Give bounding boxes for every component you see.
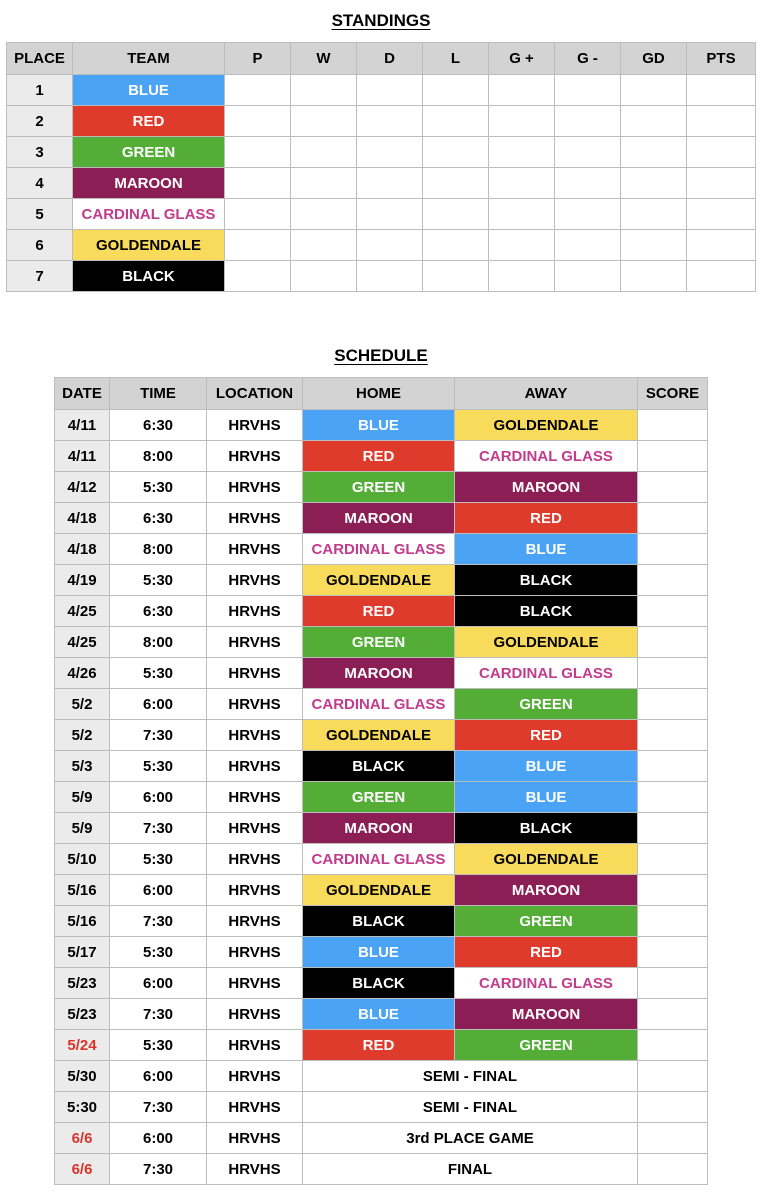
standings-l-cell bbox=[423, 137, 489, 168]
schedule-row bbox=[55, 1123, 708, 1154]
schedule-away-team: MAROON bbox=[455, 875, 638, 906]
schedule-time: 6:00 bbox=[110, 1061, 207, 1092]
standings-header-place: PLACE bbox=[7, 43, 73, 75]
schedule-home-team: MAROON bbox=[303, 503, 455, 534]
schedule-home-team: GOLDENDALE bbox=[303, 565, 455, 596]
schedule-home-team: GOLDENDALE bbox=[303, 875, 455, 906]
schedule-home-team: MAROON bbox=[303, 813, 455, 844]
schedule-location: HRVHS bbox=[207, 1123, 303, 1154]
schedule-home-team: GREEN bbox=[303, 627, 455, 658]
schedule-away-team: CARDINAL GLASS bbox=[455, 441, 638, 472]
standings-team: RED bbox=[73, 106, 225, 137]
schedule-score-cell bbox=[638, 844, 708, 875]
schedule-away-team: RED bbox=[455, 937, 638, 968]
schedule-location: HRVHS bbox=[207, 968, 303, 999]
schedule-match: SEMI - FINAL bbox=[303, 1092, 638, 1123]
schedule-score-cell bbox=[638, 813, 708, 844]
standings-points-cell bbox=[687, 106, 756, 137]
schedule-score-cell bbox=[638, 968, 708, 999]
schedule-location: HRVHS bbox=[207, 410, 303, 441]
standings-l-cell bbox=[423, 168, 489, 199]
schedule-header-score: SCORE bbox=[638, 378, 708, 410]
schedule-score-cell bbox=[638, 1061, 708, 1092]
standings-d-cell bbox=[357, 168, 423, 199]
schedule-score-cell bbox=[638, 751, 708, 782]
schedule-time: 6:00 bbox=[110, 782, 207, 813]
schedule-home-team: BLUE bbox=[303, 937, 455, 968]
standings-d-cell bbox=[357, 106, 423, 137]
schedule-date: 4/12 bbox=[55, 472, 110, 503]
standings-goals-for-cell bbox=[489, 199, 555, 230]
schedule-row bbox=[55, 565, 708, 596]
schedule-score-cell bbox=[638, 534, 708, 565]
schedule-score-cell bbox=[638, 1092, 708, 1123]
schedule-row bbox=[55, 906, 708, 937]
schedule-date: 6/6 bbox=[55, 1123, 110, 1154]
schedule-home-team: BLACK bbox=[303, 968, 455, 999]
standings-p-cell bbox=[225, 199, 291, 230]
schedule-time: 5:30 bbox=[110, 565, 207, 596]
standings-d-cell bbox=[357, 75, 423, 106]
standings-w-cell bbox=[291, 75, 357, 106]
schedule-location: HRVHS bbox=[207, 937, 303, 968]
schedule-away-team: RED bbox=[455, 503, 638, 534]
schedule-header-date: DATE bbox=[55, 378, 110, 410]
schedule-location: HRVHS bbox=[207, 1030, 303, 1061]
schedule-date: 4/25 bbox=[55, 627, 110, 658]
standings-row bbox=[7, 261, 756, 292]
schedule-row bbox=[55, 596, 708, 627]
schedule-date: 4/11 bbox=[55, 410, 110, 441]
schedule-location: HRVHS bbox=[207, 720, 303, 751]
schedule-time: 7:30 bbox=[110, 720, 207, 751]
standings-goals-for-cell bbox=[489, 230, 555, 261]
standings-points-cell bbox=[687, 168, 756, 199]
standings-goals-against-cell bbox=[555, 75, 621, 106]
standings-goals-against-cell bbox=[555, 199, 621, 230]
schedule-header-home: HOME bbox=[303, 378, 455, 410]
standings-p-cell bbox=[225, 261, 291, 292]
schedule-home-team: RED bbox=[303, 1030, 455, 1061]
standings-team: BLACK bbox=[73, 261, 225, 292]
schedule-location: HRVHS bbox=[207, 813, 303, 844]
standings-header-d: D bbox=[357, 43, 423, 75]
standings-points-cell bbox=[687, 75, 756, 106]
schedule-row bbox=[55, 875, 708, 906]
schedule-date: 5/2 bbox=[55, 720, 110, 751]
standings-w-cell bbox=[291, 168, 357, 199]
standings-l-cell bbox=[423, 106, 489, 137]
schedule-location: HRVHS bbox=[207, 658, 303, 689]
standings-w-cell bbox=[291, 199, 357, 230]
schedule-time: 5:30 bbox=[110, 751, 207, 782]
standings-goals-against-cell bbox=[555, 106, 621, 137]
standings-goals-against-cell bbox=[555, 168, 621, 199]
standings-header-p: P bbox=[225, 43, 291, 75]
schedule-home-team: CARDINAL GLASS bbox=[303, 844, 455, 875]
schedule-time: 7:30 bbox=[110, 906, 207, 937]
schedule-date: 5/2 bbox=[55, 689, 110, 720]
schedule-away-team: BLACK bbox=[455, 596, 638, 627]
schedule-away-team: CARDINAL GLASS bbox=[455, 968, 638, 999]
schedule-location: HRVHS bbox=[207, 1061, 303, 1092]
schedule-date: 4/26 bbox=[55, 658, 110, 689]
standings-title: STANDINGS bbox=[331, 11, 431, 30]
schedule-date: 5/23 bbox=[55, 968, 110, 999]
schedule-location: HRVHS bbox=[207, 565, 303, 596]
standings-header-pts: PTS bbox=[687, 43, 756, 75]
schedule-row bbox=[55, 937, 708, 968]
standings-team: GREEN bbox=[73, 137, 225, 168]
standings-header-w: W bbox=[291, 43, 357, 75]
schedule-row bbox=[55, 472, 708, 503]
schedule-score-cell bbox=[638, 658, 708, 689]
schedule-score-cell bbox=[638, 689, 708, 720]
standings-p-cell bbox=[225, 230, 291, 261]
schedule-row bbox=[55, 534, 708, 565]
schedule-home-team: RED bbox=[303, 596, 455, 627]
schedule-location: HRVHS bbox=[207, 472, 303, 503]
schedule-score-cell bbox=[638, 906, 708, 937]
standings-l-cell bbox=[423, 230, 489, 261]
standings-p-cell bbox=[225, 168, 291, 199]
standings-place: 5 bbox=[7, 199, 73, 230]
standings-team: CARDINAL GLASS bbox=[73, 199, 225, 230]
schedule-location: HRVHS bbox=[207, 441, 303, 472]
schedule-time: 8:00 bbox=[110, 441, 207, 472]
schedule-away-team: GOLDENDALE bbox=[455, 627, 638, 658]
schedule-location: HRVHS bbox=[207, 503, 303, 534]
schedule-date: 5/17 bbox=[55, 937, 110, 968]
schedule-score-cell bbox=[638, 1154, 708, 1185]
schedule-home-team: MAROON bbox=[303, 658, 455, 689]
schedule-score-cell bbox=[638, 782, 708, 813]
schedule-time: 8:00 bbox=[110, 534, 207, 565]
schedule-score-cell bbox=[638, 999, 708, 1030]
standings-points-cell bbox=[687, 261, 756, 292]
standings-row bbox=[7, 137, 756, 168]
schedule-date: 5/23 bbox=[55, 999, 110, 1030]
standings-header-g: G - bbox=[555, 43, 621, 75]
schedule-home-team: GREEN bbox=[303, 472, 455, 503]
schedule-score-cell bbox=[638, 720, 708, 751]
schedule-date: 5/24 bbox=[55, 1030, 110, 1061]
schedule-away-team: BLUE bbox=[455, 782, 638, 813]
schedule-row bbox=[55, 1154, 708, 1185]
schedule-row bbox=[55, 968, 708, 999]
schedule-time: 7:30 bbox=[110, 1092, 207, 1123]
schedule-time: 5:30 bbox=[110, 658, 207, 689]
schedule-location: HRVHS bbox=[207, 782, 303, 813]
schedule-match: FINAL bbox=[303, 1154, 638, 1185]
schedule-table bbox=[54, 377, 708, 1185]
schedule-row bbox=[55, 1092, 708, 1123]
schedule-row bbox=[55, 1030, 708, 1061]
schedule-time: 6:00 bbox=[110, 689, 207, 720]
schedule-date: 5/16 bbox=[55, 875, 110, 906]
schedule-time: 6:30 bbox=[110, 410, 207, 441]
schedule-header-away: AWAY bbox=[455, 378, 638, 410]
schedule-row bbox=[55, 813, 708, 844]
schedule-match: SEMI - FINAL bbox=[303, 1061, 638, 1092]
standings-row bbox=[7, 168, 756, 199]
schedule-home-team: BLACK bbox=[303, 751, 455, 782]
schedule-home-team: RED bbox=[303, 441, 455, 472]
standings-row bbox=[7, 199, 756, 230]
standings-team: MAROON bbox=[73, 168, 225, 199]
schedule-score-cell bbox=[638, 472, 708, 503]
standings-goals-for-cell bbox=[489, 168, 555, 199]
standings-header-g: G + bbox=[489, 43, 555, 75]
schedule-time: 6:00 bbox=[110, 968, 207, 999]
standings-row bbox=[7, 106, 756, 137]
standings-d-cell bbox=[357, 230, 423, 261]
schedule-score-cell bbox=[638, 1123, 708, 1154]
schedule-score-cell bbox=[638, 441, 708, 472]
standings-d-cell bbox=[357, 199, 423, 230]
schedule-date: 5/30 bbox=[55, 1061, 110, 1092]
schedule-date: 5/3 bbox=[55, 751, 110, 782]
standings-row bbox=[7, 230, 756, 261]
schedule-date: 5/16 bbox=[55, 906, 110, 937]
schedule-row bbox=[55, 689, 708, 720]
schedule-row bbox=[55, 999, 708, 1030]
schedule-time: 5:30 bbox=[110, 1030, 207, 1061]
schedule-row bbox=[55, 844, 708, 875]
standings-l-cell bbox=[423, 75, 489, 106]
schedule-time: 5:30 bbox=[110, 844, 207, 875]
standings-w-cell bbox=[291, 261, 357, 292]
schedule-home-team: BLUE bbox=[303, 410, 455, 441]
schedule-score-cell bbox=[638, 565, 708, 596]
schedule-time: 8:00 bbox=[110, 627, 207, 658]
standings-w-cell bbox=[291, 137, 357, 168]
standings-l-cell bbox=[423, 199, 489, 230]
schedule-date: 4/11 bbox=[55, 441, 110, 472]
standings-l-cell bbox=[423, 261, 489, 292]
schedule-date: 5/9 bbox=[55, 782, 110, 813]
schedule-home-team: BLACK bbox=[303, 906, 455, 937]
standings-place: 7 bbox=[7, 261, 73, 292]
standings-d-cell bbox=[357, 261, 423, 292]
standings-team: GOLDENDALE bbox=[73, 230, 225, 261]
schedule-away-team: BLUE bbox=[455, 534, 638, 565]
standings-goal-difference-cell bbox=[621, 106, 687, 137]
schedule-date: 5/10 bbox=[55, 844, 110, 875]
standings-team: BLUE bbox=[73, 75, 225, 106]
schedule-location: HRVHS bbox=[207, 906, 303, 937]
schedule-row bbox=[55, 627, 708, 658]
standings-goals-against-cell bbox=[555, 230, 621, 261]
schedule-location: HRVHS bbox=[207, 875, 303, 906]
schedule-score-cell bbox=[638, 1030, 708, 1061]
schedule-location: HRVHS bbox=[207, 627, 303, 658]
schedule-away-team: BLACK bbox=[455, 813, 638, 844]
schedule-time: 6:30 bbox=[110, 596, 207, 627]
schedule-away-team: MAROON bbox=[455, 999, 638, 1030]
standings-place: 1 bbox=[7, 75, 73, 106]
standings-w-cell bbox=[291, 106, 357, 137]
standings-header-l: L bbox=[423, 43, 489, 75]
standings-points-cell bbox=[687, 199, 756, 230]
standings-header-row bbox=[7, 43, 756, 75]
schedule-score-cell bbox=[638, 410, 708, 441]
schedule-away-team: CARDINAL GLASS bbox=[455, 658, 638, 689]
schedule-away-team: RED bbox=[455, 720, 638, 751]
standings-header-team: TEAM bbox=[73, 43, 225, 75]
schedule-away-team: GREEN bbox=[455, 906, 638, 937]
schedule-time: 6:00 bbox=[110, 1123, 207, 1154]
schedule-row bbox=[55, 751, 708, 782]
schedule-location: HRVHS bbox=[207, 1154, 303, 1185]
schedule-date: 5/9 bbox=[55, 813, 110, 844]
schedule-date: 6/6 bbox=[55, 1154, 110, 1185]
schedule-date: 5:30 bbox=[55, 1092, 110, 1123]
standings-p-cell bbox=[225, 75, 291, 106]
standings-goals-against-cell bbox=[555, 261, 621, 292]
schedule-match: 3rd PLACE GAME bbox=[303, 1123, 638, 1154]
schedule-header-time: TIME bbox=[110, 378, 207, 410]
schedule-time: 7:30 bbox=[110, 999, 207, 1030]
schedule-away-team: BLACK bbox=[455, 565, 638, 596]
schedule-time: 5:30 bbox=[110, 937, 207, 968]
standings-goals-for-cell bbox=[489, 261, 555, 292]
standings-goal-difference-cell bbox=[621, 230, 687, 261]
standings-w-cell bbox=[291, 230, 357, 261]
schedule-row bbox=[55, 1061, 708, 1092]
standings-goals-for-cell bbox=[489, 106, 555, 137]
schedule-row bbox=[55, 441, 708, 472]
schedule-location: HRVHS bbox=[207, 844, 303, 875]
standings-points-cell bbox=[687, 137, 756, 168]
standings-goal-difference-cell bbox=[621, 75, 687, 106]
schedule-score-cell bbox=[638, 627, 708, 658]
schedule-away-team: GOLDENDALE bbox=[455, 844, 638, 875]
schedule-away-team: GREEN bbox=[455, 1030, 638, 1061]
schedule-home-team: CARDINAL GLASS bbox=[303, 534, 455, 565]
schedule-title: SCHEDULE bbox=[334, 346, 428, 365]
standings-goals-for-cell bbox=[489, 137, 555, 168]
schedule-location: HRVHS bbox=[207, 1092, 303, 1123]
standings-place: 4 bbox=[7, 168, 73, 199]
schedule-row bbox=[55, 782, 708, 813]
standings-place: 3 bbox=[7, 137, 73, 168]
standings-goal-difference-cell bbox=[621, 137, 687, 168]
standings-row bbox=[7, 75, 756, 106]
schedule-score-cell bbox=[638, 596, 708, 627]
schedule-away-team: GREEN bbox=[455, 689, 638, 720]
schedule-date: 4/18 bbox=[55, 503, 110, 534]
schedule-date: 4/19 bbox=[55, 565, 110, 596]
schedule-score-cell bbox=[638, 503, 708, 534]
standings-goals-for-cell bbox=[489, 75, 555, 106]
standings-points-cell bbox=[687, 230, 756, 261]
standings-table bbox=[6, 42, 756, 292]
schedule-home-team: CARDINAL GLASS bbox=[303, 689, 455, 720]
schedule-time: 7:30 bbox=[110, 813, 207, 844]
schedule-time: 6:30 bbox=[110, 503, 207, 534]
schedule-home-team: BLUE bbox=[303, 999, 455, 1030]
schedule-time: 5:30 bbox=[110, 472, 207, 503]
schedule-location: HRVHS bbox=[207, 596, 303, 627]
standings-place: 2 bbox=[7, 106, 73, 137]
schedule-time: 7:30 bbox=[110, 1154, 207, 1185]
schedule-location: HRVHS bbox=[207, 534, 303, 565]
schedule-date: 4/18 bbox=[55, 534, 110, 565]
standings-goal-difference-cell bbox=[621, 199, 687, 230]
schedule-time: 6:00 bbox=[110, 875, 207, 906]
schedule-away-team: GOLDENDALE bbox=[455, 410, 638, 441]
standings-p-cell bbox=[225, 137, 291, 168]
standings-p-cell bbox=[225, 106, 291, 137]
standings-goal-difference-cell bbox=[621, 168, 687, 199]
schedule-home-team: GOLDENDALE bbox=[303, 720, 455, 751]
schedule-row bbox=[55, 720, 708, 751]
standings-goals-against-cell bbox=[555, 137, 621, 168]
standings-goal-difference-cell bbox=[621, 261, 687, 292]
schedule-row bbox=[55, 503, 708, 534]
standings-header-gd: GD bbox=[621, 43, 687, 75]
schedule-away-team: BLUE bbox=[455, 751, 638, 782]
schedule-header-location: LOCATION bbox=[207, 378, 303, 410]
schedule-home-team: GREEN bbox=[303, 782, 455, 813]
schedule-away-team: MAROON bbox=[455, 472, 638, 503]
schedule-score-cell bbox=[638, 875, 708, 906]
schedule-location: HRVHS bbox=[207, 689, 303, 720]
standings-d-cell bbox=[357, 137, 423, 168]
schedule-header-row bbox=[55, 378, 708, 410]
schedule-location: HRVHS bbox=[207, 751, 303, 782]
schedule-location: HRVHS bbox=[207, 999, 303, 1030]
schedule-row bbox=[55, 658, 708, 689]
schedule-score-cell bbox=[638, 937, 708, 968]
schedule-date: 4/25 bbox=[55, 596, 110, 627]
schedule-row bbox=[55, 410, 708, 441]
standings-place: 6 bbox=[7, 230, 73, 261]
